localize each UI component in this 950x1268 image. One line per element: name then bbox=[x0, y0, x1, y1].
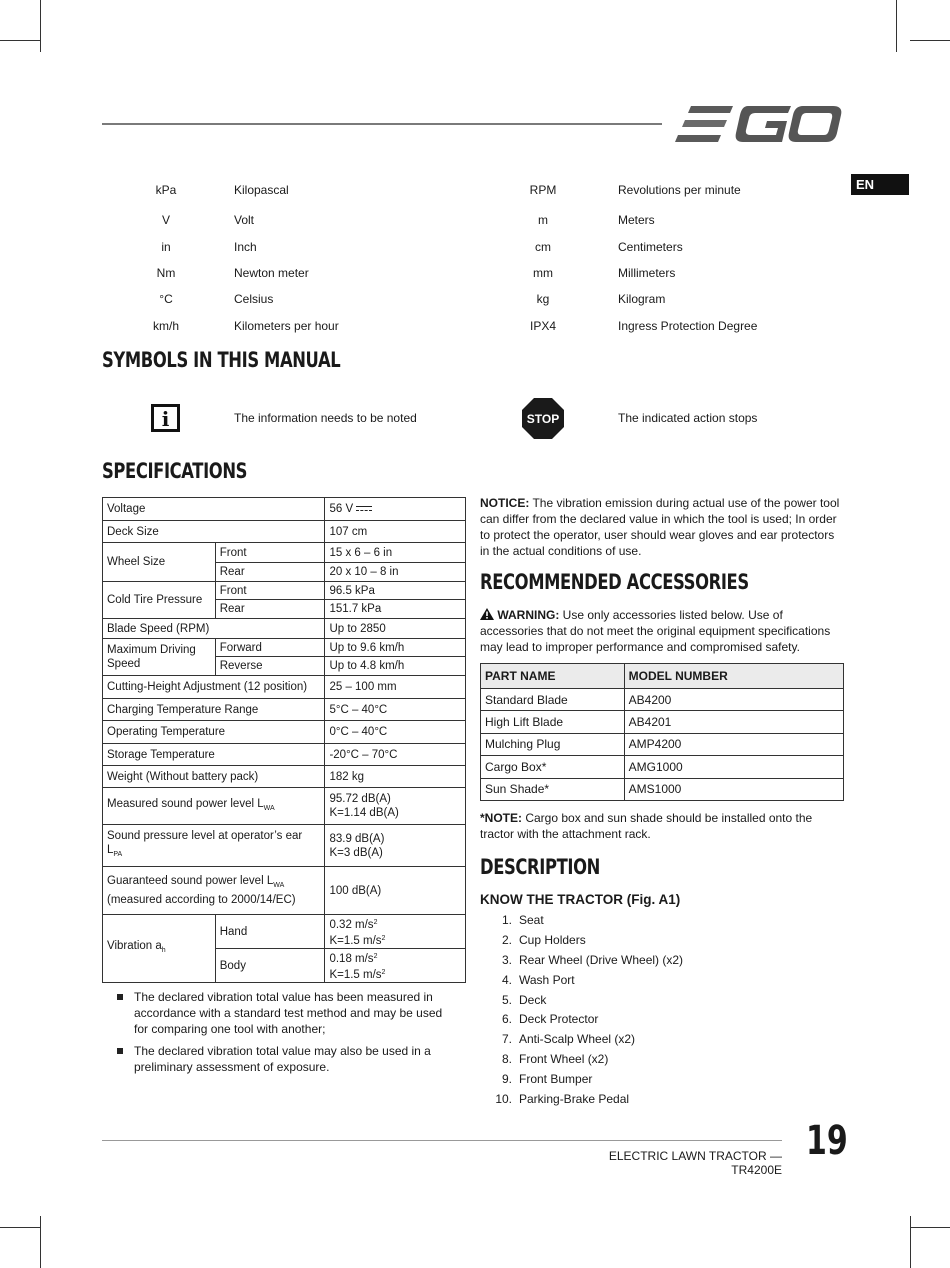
information-icon bbox=[151, 404, 180, 432]
table-row bbox=[103, 788, 466, 825]
table-row bbox=[103, 867, 466, 915]
list-item bbox=[490, 1030, 683, 1050]
spec-label: Measured sound power level $L_{WA}$ bbox=[103, 788, 325, 825]
spec-sublabel: Reverse bbox=[215, 657, 325, 676]
model-number: AMP4200 bbox=[624, 733, 843, 755]
abbreviation-code: kg bbox=[536, 292, 550, 306]
table-row bbox=[481, 778, 844, 800]
abbreviation-meaning: Kilogram bbox=[618, 292, 666, 306]
table-row bbox=[103, 766, 466, 788]
spec-sublabel: Hand bbox=[215, 915, 325, 949]
part-name: Cargo Box* bbox=[481, 756, 625, 778]
spec-value: 100 dB(A) bbox=[325, 867, 466, 915]
abbreviation-code: V bbox=[161, 213, 170, 227]
list-item bbox=[490, 931, 683, 951]
item-text: Wash Port bbox=[519, 972, 575, 987]
spec-label: Sound pressure level at operator’s ear $L_{PA}$ bbox=[103, 825, 325, 867]
vibration-notes-list bbox=[117, 989, 457, 1081]
item-number: 5. bbox=[501, 992, 512, 1007]
item-number: 9. bbox=[501, 1072, 512, 1087]
svg-text:STOP: STOP bbox=[526, 412, 560, 426]
spec-value: 15 x 6 – 6 in bbox=[325, 543, 466, 563]
part-name: High Lift Blade bbox=[481, 711, 625, 733]
item-text: Rear Wheel (Drive Wheel) (x2) bbox=[519, 952, 684, 967]
spec-value: 25 – 100 mm bbox=[325, 676, 466, 699]
spec-label: Weight (Without battery pack) bbox=[103, 766, 325, 788]
item-number: 8. bbox=[501, 1052, 512, 1067]
crop-mark bbox=[910, 1227, 950, 1228]
list-item bbox=[490, 1090, 683, 1110]
list-item bbox=[490, 951, 683, 971]
spec-value: 95.72 dB(A) K=1.14 dB(A) bbox=[325, 788, 466, 825]
item-text: Deck bbox=[519, 992, 547, 1007]
spec-value: 151.7 kPa bbox=[325, 600, 466, 619]
spec-value: 96.5 kPa bbox=[325, 582, 466, 600]
spec-label: Blade Speed (RPM) bbox=[103, 619, 325, 639]
table-row bbox=[103, 676, 466, 699]
spec-value: 20 x 10 – 8 in bbox=[325, 563, 466, 582]
abbreviation-code: kPa bbox=[155, 183, 177, 197]
crop-mark bbox=[0, 1227, 40, 1228]
spec-label: Vibration $a_h$ bbox=[103, 915, 216, 983]
list-item bbox=[490, 971, 683, 991]
table-row bbox=[103, 619, 466, 639]
item-number: 1. bbox=[501, 913, 512, 927]
item-text: Deck Protector bbox=[519, 1012, 599, 1027]
table-row bbox=[103, 498, 466, 521]
accessories-table bbox=[480, 663, 844, 801]
item-text: Parking-Brake Pedal bbox=[519, 1092, 630, 1107]
abbreviation-meaning: Millimeters bbox=[618, 266, 676, 280]
description-section-title: DESCRIPTION bbox=[480, 855, 600, 879]
notice-label: NOTICE: bbox=[480, 496, 530, 510]
abbreviation-meaning: Ingress Protection Degree bbox=[618, 319, 758, 333]
language-tab: EN bbox=[851, 174, 909, 195]
spec-label: Cutting-Height Adjustment (12 position) bbox=[103, 676, 325, 699]
table-row bbox=[103, 744, 466, 766]
abbreviation-code: in bbox=[161, 240, 171, 254]
crop-mark bbox=[910, 1216, 911, 1268]
list-item bbox=[490, 911, 683, 931]
specifications-section-title: SPECIFICATIONS bbox=[102, 459, 248, 483]
crop-mark bbox=[896, 0, 897, 52]
spec-value: 5°C – 40°C bbox=[325, 699, 466, 721]
abbreviation-code: mm bbox=[533, 266, 553, 280]
spec-label: Operating Temperature bbox=[103, 721, 325, 744]
abbreviation-meaning: Kilometers per hour bbox=[234, 319, 339, 333]
abbreviation-code: °C bbox=[159, 292, 173, 306]
spec-label: Maximum Driving Speed bbox=[103, 639, 216, 676]
notice-paragraph bbox=[480, 495, 844, 559]
accessories-section-title: RECOMMENDED ACCESSORIES bbox=[480, 570, 749, 594]
abbreviation-code: cm bbox=[535, 240, 551, 254]
description-subtitle: KNOW THE TRACTOR (Fig. A1) bbox=[480, 892, 681, 907]
warning-label: WARNING: bbox=[497, 608, 560, 622]
item-text: Anti-Scalp Wheel (x2) bbox=[519, 1032, 636, 1047]
model-number: AMS1000 bbox=[624, 778, 843, 800]
specifications-table bbox=[102, 497, 466, 983]
abbreviation-meaning: Centimeters bbox=[618, 240, 683, 254]
crop-mark bbox=[40, 1216, 41, 1268]
abbreviation-code: RPM bbox=[529, 183, 557, 197]
abbreviation-meaning: Kilopascal bbox=[234, 183, 289, 197]
part-name: Mulching Plug bbox=[481, 733, 625, 755]
crop-mark bbox=[910, 40, 950, 41]
table-row bbox=[103, 582, 466, 600]
item-text: Front Bumper bbox=[519, 1072, 593, 1087]
spec-value: Up to 2850 bbox=[325, 619, 466, 639]
warning-text: Use only accessories listed below. Use of accessories that do not meet the original equipment specifications may lead to improper performance and compromised safety. bbox=[480, 608, 831, 654]
item-number: 6. bbox=[501, 1012, 512, 1027]
list-item bbox=[490, 1070, 683, 1090]
table-row bbox=[481, 733, 844, 755]
spec-value: 0.32 $m/s^2$ K=1.5 $m/s^2$ bbox=[325, 915, 466, 949]
table-row bbox=[103, 825, 466, 867]
spec-value: 56 V bbox=[325, 498, 466, 521]
item-number: 2. bbox=[501, 932, 512, 947]
svg-text:i: i bbox=[161, 407, 170, 431]
model-number: AB4200 bbox=[624, 689, 843, 711]
abbreviation-code: IPX4 bbox=[529, 319, 556, 333]
table-row bbox=[481, 689, 844, 711]
table-row bbox=[103, 699, 466, 721]
spec-value: -20°C – 70°C bbox=[325, 744, 466, 766]
spec-sublabel: Rear bbox=[215, 563, 325, 582]
table-row bbox=[103, 639, 466, 657]
warning-triangle-icon bbox=[480, 608, 494, 620]
item-text: Cup Holders bbox=[519, 932, 586, 947]
information-symbol-text: The information needs to be noted bbox=[234, 411, 417, 425]
abbreviation-meaning: Inch bbox=[234, 240, 257, 254]
abbreviation-meaning: Celsius bbox=[234, 292, 274, 306]
spec-label: Wheel Size bbox=[103, 543, 216, 582]
abbreviation-meaning: Meters bbox=[618, 213, 655, 227]
table-row bbox=[481, 711, 844, 733]
spec-label: Storage Temperature bbox=[103, 744, 325, 766]
spec-value: 182 kg bbox=[325, 766, 466, 788]
spec-value: Up to 9.6 km/h bbox=[325, 639, 466, 657]
crop-mark bbox=[0, 40, 40, 41]
spec-value: 0°C – 40°C bbox=[325, 721, 466, 744]
abbreviation-meaning: Newton meter bbox=[234, 266, 309, 280]
table-row bbox=[103, 543, 466, 563]
stop-symbol-text: The indicated action stops bbox=[618, 411, 758, 425]
list-item bbox=[490, 1010, 683, 1030]
model-number: AB4201 bbox=[624, 711, 843, 733]
item-number: 3. bbox=[501, 952, 512, 967]
spec-label: Deck Size bbox=[103, 521, 325, 543]
part-name: Standard Blade bbox=[481, 689, 625, 711]
dc-current-icon bbox=[356, 505, 372, 513]
item-number: 4. bbox=[501, 972, 512, 987]
accessories-note bbox=[480, 810, 844, 842]
spec-label: Cold Tire Pressure bbox=[103, 582, 216, 619]
item-text: Seat bbox=[519, 913, 544, 927]
spec-value: Up to 4.8 km/h bbox=[325, 657, 466, 676]
header-rule bbox=[102, 123, 662, 125]
crop-mark bbox=[40, 0, 41, 52]
spec-label: Charging Temperature Range bbox=[103, 699, 325, 721]
footer-rule bbox=[102, 1140, 782, 1141]
list-item bbox=[490, 991, 683, 1011]
column-header: MODEL NUMBER bbox=[624, 664, 843, 689]
spec-sublabel: Front bbox=[215, 582, 325, 600]
list-item: The declared vibration total value may also be used in a preliminary assessment of exposure. bbox=[117, 1043, 457, 1075]
symbols-section-title: SYMBOLS IN THIS MANUAL bbox=[102, 348, 341, 372]
table-header-row bbox=[481, 664, 844, 689]
column-header: PART NAME bbox=[481, 664, 625, 689]
tractor-parts-list bbox=[490, 911, 683, 1110]
abbreviation-code: m bbox=[538, 213, 548, 227]
item-text: Front Wheel (x2) bbox=[519, 1052, 609, 1067]
stop-sign-icon bbox=[521, 397, 565, 440]
ego-logo bbox=[673, 104, 843, 144]
item-number: 7. bbox=[501, 1032, 512, 1047]
spec-sublabel: Front bbox=[215, 543, 325, 563]
abbreviation-meaning: Revolutions per minute bbox=[618, 183, 741, 197]
note-label: *NOTE: bbox=[480, 811, 522, 825]
spec-value: 107 cm bbox=[325, 521, 466, 543]
abbreviation-meaning: Volt bbox=[234, 213, 255, 227]
table-row bbox=[103, 721, 466, 744]
spec-sublabel: Body bbox=[215, 949, 325, 983]
spec-label: Voltage bbox=[103, 498, 325, 521]
list-item bbox=[490, 1050, 683, 1070]
note-text: Cargo box and sun shade should be installed onto the tractor with the attachment rack. bbox=[480, 811, 813, 841]
notice-text: The vibration emission during actual use of the power tool can differ from the declared value in which the tool is used; In order to protect the operator, user should wear gloves and ear protectors in the actual conditions of use. bbox=[480, 496, 840, 558]
footer-product-name: ELECTRIC LAWN TRACTOR — TR4200E bbox=[608, 1149, 782, 1177]
model-number: AMG1000 bbox=[624, 756, 843, 778]
spec-value: 83.9 dB(A) K=3 dB(A) bbox=[325, 825, 466, 867]
table-row bbox=[103, 521, 466, 543]
list-item: The declared vibration total value has been measured in accordance with a standard test method and may be used for comparing one tool with another; bbox=[117, 989, 457, 1037]
warning-paragraph bbox=[480, 607, 844, 655]
abbreviation-code: km/h bbox=[152, 319, 179, 333]
table-row bbox=[481, 756, 844, 778]
table-row bbox=[103, 915, 466, 949]
part-name: Sun Shade* bbox=[481, 778, 625, 800]
spec-sublabel: Forward bbox=[215, 639, 325, 657]
item-number: 10. bbox=[495, 1092, 512, 1107]
abbreviation-code: Nm bbox=[156, 266, 176, 280]
page-number: 19 bbox=[806, 1118, 848, 1164]
spec-label: Guaranteed sound power level $L_{WA}$ (measured according to 2000/14/EC) bbox=[103, 867, 325, 915]
spec-value: 0.18 $m/s^2$ K=1.5 $m/s^2$ bbox=[325, 949, 466, 983]
spec-sublabel: Rear bbox=[215, 600, 325, 619]
